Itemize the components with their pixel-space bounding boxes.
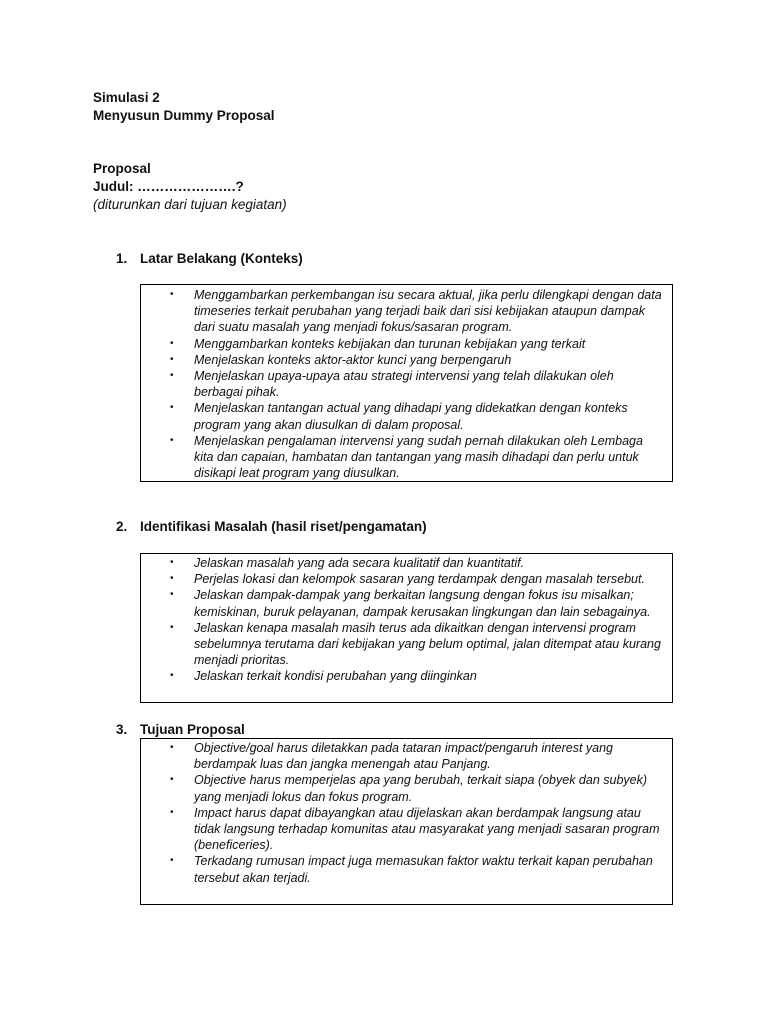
list-item	[141, 740, 672, 772]
list-item	[141, 400, 672, 432]
list-item	[141, 287, 672, 336]
list-item	[141, 620, 672, 669]
section-1-heading	[116, 250, 303, 268]
section-number: 2.	[116, 519, 128, 534]
document-title: Menyusun Dummy Proposal	[93, 108, 275, 123]
bullet-icon: •	[170, 353, 174, 365]
section-3-box	[140, 738, 673, 905]
list-item	[141, 772, 672, 804]
list-item	[141, 853, 672, 885]
section-title: Identifikasi Masalah (hasil riset/pengamatan)	[140, 519, 427, 534]
list-item-text: Menggambarkan konteks kebijakan dan turunan kebijakan yang terkait	[194, 336, 586, 351]
bullet-icon: •	[170, 806, 174, 818]
list-item	[141, 805, 672, 854]
simulation-label: Simulasi 2	[93, 90, 160, 105]
list-item-text: Objective/goal harus diletakkan pada tataran impact/pengaruh interest yang berdampak luas dan jangka menengah atau Panjang.	[194, 741, 614, 772]
list-item-text: Menggambarkan perkembangan isu secara aktual, jika perlu dilengkapi dengan data timeseries terkait perubahan yang terjadi baik dari sisi kebijakan ataupun dampak dari suatu masalah yang menjadi fokus/sasaran program.	[194, 288, 662, 335]
judul-line: Judul: ………………….?	[93, 179, 244, 194]
bullet-icon: •	[170, 670, 174, 682]
bullet-icon: •	[170, 402, 174, 414]
list-item	[141, 571, 672, 587]
bullet-icon: •	[170, 774, 174, 786]
list-item	[141, 352, 672, 368]
list-item	[141, 336, 672, 352]
list-item-text: Jelaskan terkait kondisi perubahan yang diinginkan	[194, 669, 477, 684]
bullet-icon: •	[170, 742, 174, 753]
bullet-icon: •	[170, 621, 174, 633]
list-item-text: Menjelaskan konteks aktor-aktor kunci yang berpengaruh	[194, 352, 512, 367]
list-item	[141, 433, 672, 482]
section-number: 3.	[116, 722, 128, 737]
section-2-list	[141, 555, 672, 685]
section-1-box	[140, 284, 673, 482]
list-item	[141, 587, 672, 619]
list-item-text: Objective harus memperjelas apa yang berubah, terkait siapa (obyek dan subyek) yang menjadi lokus dan fokus program.	[194, 773, 648, 804]
bullet-icon: •	[170, 855, 174, 867]
bullet-icon: •	[170, 557, 174, 568]
list-item-text: Impact harus dapat dibayangkan atau dijelaskan akan berdampak langsung atau tidak langsung terhadap komunitas atau masyarakat yang menjadi sasaran program (beneficeries).	[194, 805, 660, 853]
bullet-icon: •	[170, 589, 174, 601]
section-title: Tujuan Proposal	[140, 722, 245, 737]
list-item-text: Jelaskan kenapa masalah masih terus ada dikaitkan dengan intervensi program sebelumnya terutama dari kebijakan yang belum optimal, jalan ditempat atau kurang menjadi prioritas.	[194, 620, 661, 668]
bullet-icon: •	[170, 573, 174, 585]
list-item-text: Menjelaskan upaya-upaya atau strategi intervensi yang telah dilakukan oleh berbagai pihak.	[194, 369, 614, 400]
section-1-list	[141, 287, 672, 481]
list-item	[141, 555, 672, 571]
proposal-label: Proposal	[93, 161, 151, 176]
list-item-text: Jelaskan dampak-dampak yang berkaitan langsung dengan fokus isu misalkan; kemiskinan, buruk pelayanan, dampak kerusakan lingkungan dan lain sebagainya.	[194, 588, 651, 619]
list-item	[141, 668, 672, 684]
section-title: Latar Belakang (Konteks)	[140, 251, 303, 266]
section-3-heading	[116, 721, 245, 739]
list-item-text: Perjelas lokasi dan kelompok sasaran yang terdampak dengan masalah tersebut.	[194, 572, 645, 587]
list-item-text: Jelaskan masalah yang ada secara kualitatif dan kuantitatif.	[194, 556, 525, 570]
bullet-icon: •	[170, 370, 174, 382]
bullet-icon: •	[170, 337, 174, 349]
section-3-list	[141, 740, 672, 886]
bullet-icon: •	[170, 289, 174, 300]
list-item-text: Menjelaskan tantangan actual yang dihadapi yang didekatkan dengan konteks program yang akan diusulkan di dalam proposal.	[194, 401, 628, 432]
section-2-heading	[116, 518, 427, 536]
list-item-text: Menjelaskan pengalaman intervensi yang sudah pernah dilakukan oleh Lembaga kita dan capaian, hambatan dan tantangan yang masih dihadapi dan perlu untuk disikapi leat program yang diusulkan.	[194, 433, 643, 481]
bullet-icon: •	[170, 434, 174, 446]
list-item	[141, 368, 672, 400]
judul-subtitle: (diturunkan dari tujuan kegiatan)	[93, 197, 287, 212]
section-2-box	[140, 553, 673, 703]
list-item-text: Terkadang rumusan impact juga memasukan faktor waktu terkait kapan perubahan tersebut akan terjadi.	[194, 854, 653, 885]
section-number: 1.	[116, 251, 128, 266]
